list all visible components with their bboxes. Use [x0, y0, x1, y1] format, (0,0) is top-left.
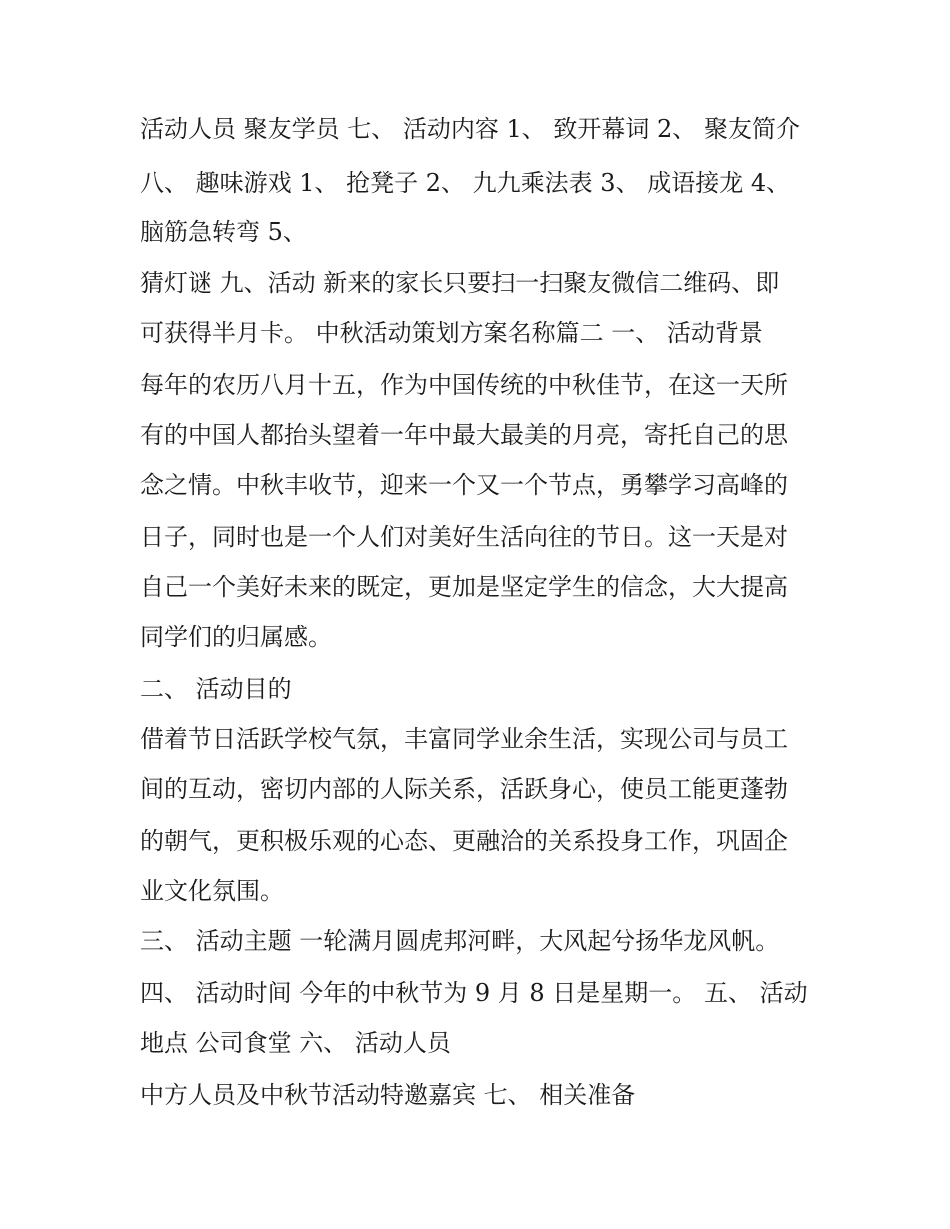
- text-line: 念之情。中秋丰收节，迎来一个又一个节点，勇攀学习高峰的: [140, 471, 788, 499]
- text-line: 三、 活动主题 一轮满月圆虎邦河畔，大风起兮扬华龙风帆。: [140, 927, 780, 955]
- text-line: 四、 活动时间 今年的中秋节为 9 月 8 日是星期一。 五、 活动: [140, 979, 808, 1007]
- text-line: 每年的农历八月十五，作为中国传统的中秋佳节，在这一天所: [140, 371, 788, 399]
- text-line: 业文化氛围。: [140, 877, 284, 905]
- text-line: 猜灯谜 九、活动 新来的家长只要扫一扫聚友微信二维码、即: [140, 269, 780, 297]
- text-line: 脑筋急转弯 5、: [140, 218, 307, 246]
- text-line: 间的互动，密切内部的人际关系，活跃身心，使员工能更蓬勃: [140, 775, 788, 803]
- text-line: 可获得半月卡。 中秋活动策划方案名称篇二 一、 活动背景: [140, 319, 763, 347]
- text-line: 日子，同时也是一个人们对美好生活向往的节日。这一天是对: [140, 523, 788, 551]
- text-line: 八、 趣味游戏 1、 抢凳子 2、 九九乘法表 3、 成语接龙 4、: [140, 169, 791, 197]
- text-line: 同学们的归属感。: [140, 623, 332, 651]
- text-line: 借着节日活跃学校气氛，丰富同学业余生活，实现公司与员工: [140, 725, 788, 753]
- text-line: 的朝气，更积极乐观的心态、更融洽的关系投身工作，巩固企: [140, 827, 788, 855]
- text-line: 自己一个美好未来的既定，更加是坚定学生的信念，大大提高: [140, 573, 788, 601]
- text-line: 有的中国人都抬头望着一年中最大最美的月亮，寄托自己的思: [140, 421, 788, 449]
- section-heading: 二、 活动目的: [140, 675, 292, 703]
- text-line: 活动人员 聚友学员 七、 活动内容 1、 致开幕词 2、 聚友简介: [140, 115, 800, 143]
- text-line: 地点 公司食堂 六、 活动人员: [140, 1029, 451, 1057]
- text-line: 中方人员及中秋节活动特邀嘉宾 七、 相关准备: [140, 1081, 636, 1109]
